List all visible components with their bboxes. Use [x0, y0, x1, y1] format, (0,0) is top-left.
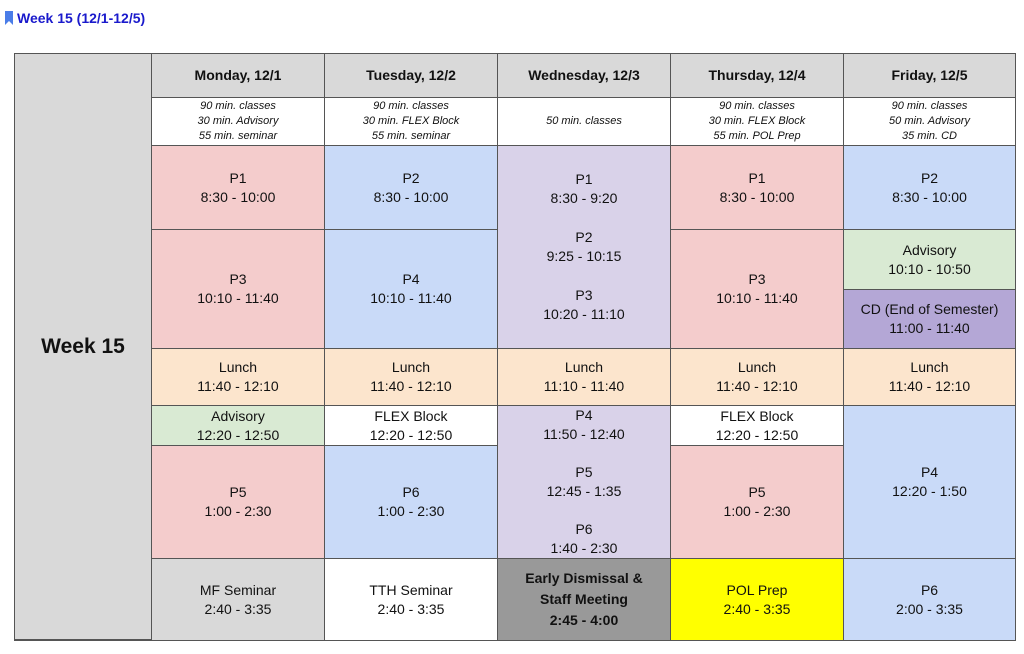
- mon-lunch: [152, 349, 325, 406]
- period-time: 1:00 - 2:30: [204, 503, 272, 519]
- mon-p1: [152, 146, 325, 230]
- header-label: Wednesday, 12/3: [528, 67, 640, 83]
- wed-morning-block: [498, 146, 671, 349]
- header-tuesday: [325, 54, 498, 98]
- period-name: P6: [920, 581, 939, 598]
- header-friday: [844, 54, 1015, 98]
- wed-p4: [543, 406, 624, 444]
- period-time: 12:20 - 12:50: [196, 426, 280, 443]
- fri-p2: [844, 146, 1015, 230]
- period-time: 8:30 - 9:20: [550, 190, 618, 206]
- wed-p1: [551, 170, 618, 208]
- period-time: 10:10 - 11:40: [197, 290, 279, 306]
- bookmark-icon: [4, 11, 14, 25]
- note-line: 50 min. classes: [546, 115, 622, 127]
- period-time: 11:50 - 12:40: [543, 426, 625, 442]
- mon-p5: [152, 446, 325, 559]
- tue-lunch: [325, 349, 498, 406]
- fri-p6: [844, 559, 1015, 640]
- note-line: 55 min. seminar: [371, 130, 451, 142]
- period-name: Lunch: [910, 359, 949, 375]
- period-name: P4: [402, 271, 420, 287]
- period-name: Early Dismissal &: [525, 570, 643, 586]
- period-name: P4: [575, 407, 593, 423]
- thu-pol-prep: [671, 559, 844, 640]
- wed-p3: [543, 286, 624, 324]
- header-label: Friday, 12/5: [891, 67, 968, 83]
- period-name: TTH Seminar: [369, 581, 453, 598]
- period-time: 2:00 - 3:35: [896, 600, 963, 617]
- period-time: 11:40 - 12:10: [716, 378, 798, 394]
- period-time: 10:10 - 11:40: [716, 290, 798, 306]
- period-time: 2:40 - 3:35: [377, 600, 445, 617]
- note-line: 90 min. classes: [200, 100, 276, 112]
- period-name: P5: [575, 464, 593, 480]
- period-name: CD (End of Semester): [860, 301, 999, 317]
- period-name: P4: [920, 464, 939, 480]
- wed-p5: [547, 463, 622, 501]
- wed-lunch: [498, 349, 671, 406]
- period-name: P2: [575, 229, 593, 245]
- period-name: P6: [402, 484, 420, 500]
- week-label-cell: [15, 54, 152, 640]
- week-heading-text: Week 15 (12/1-12/5): [17, 10, 146, 26]
- period-time: 8:30 - 10:00: [892, 188, 967, 205]
- period-time: 8:30 - 10:00: [719, 188, 795, 205]
- period-name-line2: Staff Meeting: [540, 591, 628, 607]
- tue-p6: [325, 446, 498, 559]
- note-line: 55 min. seminar: [198, 130, 278, 142]
- period-name: P5: [748, 484, 766, 500]
- mon-p3: [152, 230, 325, 349]
- note-line: 90 min. classes: [719, 100, 795, 112]
- period-name: P3: [229, 271, 247, 287]
- notes-tuesday: [325, 98, 498, 146]
- period-time: 1:40 - 2:30: [550, 540, 618, 556]
- period-name: P1: [748, 169, 766, 186]
- period-time: 10:20 - 11:10: [543, 306, 625, 322]
- period-time: 1:00 - 2:30: [723, 503, 791, 519]
- period-name: POL Prep: [726, 581, 788, 598]
- thu-flex: [671, 406, 844, 446]
- period-time: 8:30 - 10:00: [373, 188, 449, 205]
- thu-lunch: [671, 349, 844, 406]
- note-line: 90 min. classes: [373, 100, 449, 112]
- period-time: 2:40 - 3:35: [723, 600, 791, 617]
- header-monday: [152, 54, 325, 98]
- wed-afternoon-block: [498, 406, 671, 559]
- period-name: P1: [229, 169, 247, 186]
- mon-advisory: [152, 406, 325, 446]
- period-time: 12:20 - 12:50: [715, 426, 799, 443]
- period-time: 12:20 - 1:50: [892, 483, 967, 499]
- tue-p4: [325, 230, 498, 349]
- period-time: 11:10 - 11:40: [543, 378, 625, 394]
- period-name: P2: [920, 169, 939, 186]
- week-heading-link[interactable]: [4, 10, 145, 26]
- note-line: 90 min. classes: [891, 100, 968, 112]
- period-name: P1: [575, 171, 593, 187]
- notes-thursday: [671, 98, 844, 146]
- wed-early-dismissal: [498, 559, 671, 640]
- note-line: 30 min. Advisory: [197, 115, 279, 127]
- header-label: Thursday, 12/4: [708, 67, 806, 83]
- wed-p6: [551, 520, 618, 558]
- period-name: P6: [575, 521, 593, 537]
- header-label: Tuesday, 12/2: [366, 67, 456, 83]
- period-name: Advisory: [211, 407, 265, 424]
- tue-flex: [325, 406, 498, 446]
- period-name: P3: [748, 271, 766, 287]
- note-line: 30 min. FLEX Block: [708, 115, 806, 127]
- notes-monday: [152, 98, 325, 146]
- thu-p3: [671, 230, 844, 349]
- note-line: 35 min. CD: [901, 130, 958, 142]
- header-label: Monday, 12/1: [194, 67, 282, 83]
- fri-p4: [844, 406, 1015, 559]
- period-name: Lunch: [218, 359, 258, 375]
- thu-p5: [671, 446, 844, 559]
- schedule-table: [14, 53, 1016, 641]
- period-name: Advisory: [902, 241, 957, 258]
- period-time: 1:00 - 2:30: [377, 503, 445, 519]
- period-time: 11:00 - 11:40: [889, 320, 970, 336]
- period-name: Lunch: [391, 359, 431, 375]
- period-name: P2: [402, 169, 420, 186]
- period-name: MF Seminar: [199, 581, 277, 598]
- period-name: P3: [575, 287, 593, 303]
- period-time: 11:40 - 12:10: [197, 378, 279, 394]
- note-line: 30 min. FLEX Block: [362, 115, 460, 127]
- period-time: 11:40 - 12:10: [888, 378, 971, 394]
- period-time: 12:45 - 1:35: [546, 483, 622, 499]
- note-line: 55 min. POL Prep: [713, 130, 801, 142]
- period-time: 9:25 - 10:15: [546, 248, 622, 264]
- period-time: 2:45 - 4:00: [549, 612, 619, 628]
- wed-p2: [547, 228, 622, 266]
- period-name: P5: [229, 484, 247, 500]
- header-thursday: [671, 54, 844, 98]
- period-time: 12:20 - 12:50: [369, 426, 453, 443]
- period-time: 2:40 - 3:35: [204, 600, 272, 617]
- notes-friday: [844, 98, 1015, 146]
- fri-advisory: [844, 230, 1015, 290]
- fri-cd: [844, 290, 1015, 349]
- period-name: Lunch: [564, 359, 604, 375]
- period-name: Lunch: [737, 359, 777, 375]
- tue-p2: [325, 146, 498, 230]
- header-wednesday: [498, 54, 671, 98]
- week-label: Week 15: [41, 335, 125, 358]
- period-time: 8:30 - 10:00: [200, 188, 276, 205]
- mon-seminar: [152, 559, 325, 640]
- period-time: 10:10 - 10:50: [888, 260, 971, 277]
- period-time: 11:40 - 12:10: [370, 378, 452, 394]
- period-name: FLEX Block: [720, 407, 794, 424]
- tue-seminar: [325, 559, 498, 640]
- note-line: 50 min. Advisory: [889, 115, 970, 127]
- fri-lunch: [844, 349, 1015, 406]
- period-name: FLEX Block: [374, 407, 448, 424]
- notes-wednesday: [498, 98, 671, 146]
- period-time: 10:10 - 11:40: [370, 290, 452, 306]
- thu-p1: [671, 146, 844, 230]
